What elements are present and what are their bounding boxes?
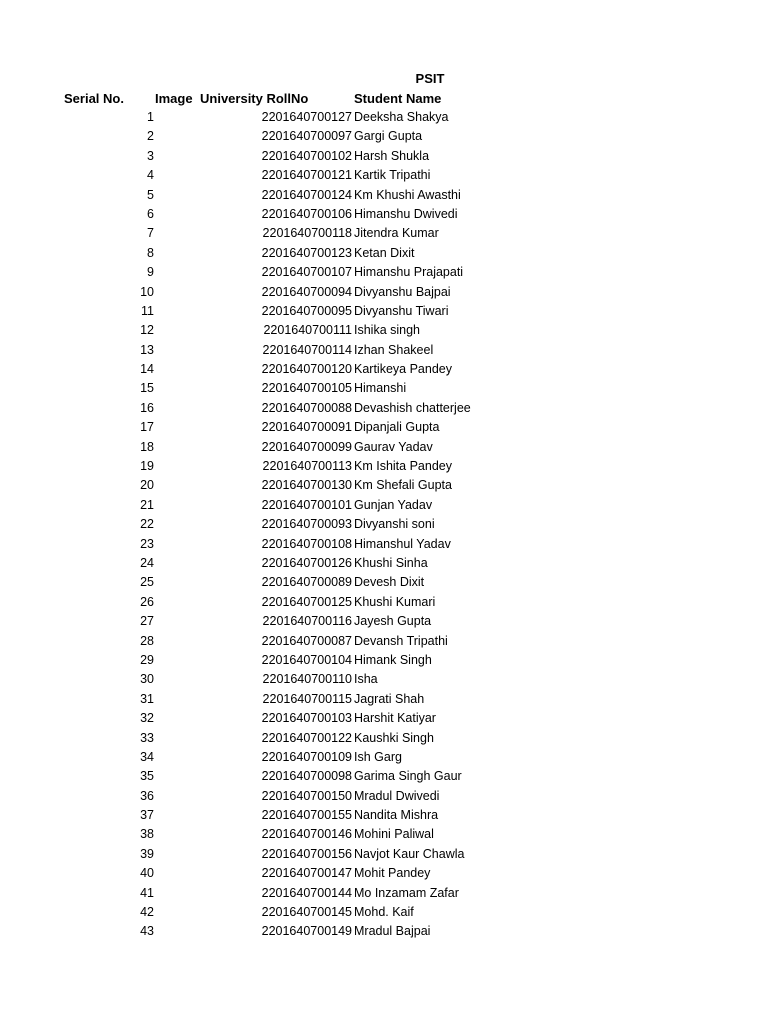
- cell-serial-no: 38: [140, 827, 154, 842]
- cell-university-rollno: 2201640700105: [261, 381, 352, 396]
- cell-university-rollno: 2201640700108: [261, 536, 352, 551]
- cell-serial-no: 35: [140, 769, 154, 784]
- cell-student-name: Mohd. Kaif: [354, 905, 414, 920]
- table-row: [0, 573, 768, 592]
- table-row: [0, 341, 768, 360]
- cell-university-rollno: 2201640700098: [261, 769, 352, 784]
- cell-university-rollno: 2201640700147: [261, 866, 352, 881]
- cell-serial-no: 9: [147, 265, 154, 280]
- cell-university-rollno: 2201640700145: [261, 905, 352, 920]
- cell-university-rollno: 2201640700121: [261, 168, 352, 183]
- cell-serial-no: 34: [140, 749, 154, 764]
- cell-university-rollno: 2201640700106: [261, 206, 352, 221]
- cell-serial-no: 6: [147, 206, 154, 221]
- cell-serial-no: 36: [140, 788, 154, 803]
- cell-university-rollno: 2201640700144: [261, 885, 352, 900]
- cell-serial-no: 13: [140, 342, 154, 357]
- cell-student-name: Kartikeya Pandey: [354, 362, 452, 377]
- cell-serial-no: 27: [140, 614, 154, 629]
- cell-student-name: Gaurav Yadav: [354, 439, 433, 454]
- cell-student-name: Izhan Shakeel: [354, 342, 434, 357]
- cell-university-rollno: 2201640700107: [261, 265, 352, 280]
- cell-serial-no: 3: [147, 148, 154, 163]
- table-row: [0, 612, 768, 631]
- header-university-rollno: University RollNo: [200, 91, 309, 106]
- cell-serial-no: 33: [140, 730, 154, 745]
- cell-student-name: Devansh Tripathi: [354, 633, 448, 648]
- cell-serial-no: 22: [140, 517, 154, 532]
- cell-university-rollno: 2201640700149: [261, 924, 352, 939]
- cell-student-name: Devashish chatterjee: [354, 400, 471, 415]
- cell-serial-no: 30: [140, 672, 154, 687]
- cell-student-name: Mohit Pandey: [354, 866, 431, 881]
- cell-serial-no: 5: [147, 187, 154, 202]
- table-row: [0, 535, 768, 554]
- cell-student-name: Jitendra Kumar: [354, 226, 439, 241]
- cell-student-name: Harsh Shukla: [354, 148, 430, 163]
- table-row: [0, 554, 768, 573]
- table-row: [0, 147, 768, 166]
- cell-student-name: Ish Garg: [354, 749, 402, 764]
- cell-student-name: Jagrati Shah: [354, 691, 425, 706]
- cell-student-name: Divyanshi soni: [354, 517, 435, 532]
- table-row: [0, 244, 768, 263]
- cell-serial-no: 40: [140, 866, 154, 881]
- table-row: [0, 787, 768, 806]
- cell-student-name: Khushi Kumari: [354, 594, 436, 609]
- cell-university-rollno: 2201640700110: [262, 672, 352, 687]
- cell-serial-no: 39: [140, 846, 154, 861]
- table-row: [0, 825, 768, 844]
- cell-university-rollno: 2201640700093: [261, 517, 352, 532]
- cell-university-rollno: 2201640700156: [261, 846, 352, 861]
- cell-serial-no: 28: [140, 633, 154, 648]
- table-row: [0, 457, 768, 476]
- table-row: [0, 845, 768, 864]
- table-row: [0, 806, 768, 825]
- cell-student-name: Navjot Kaur Chawla: [354, 846, 465, 861]
- table-row: [0, 224, 768, 243]
- cell-student-name: Isha: [354, 672, 378, 687]
- cell-university-rollno: 2201640700123: [261, 245, 352, 260]
- cell-serial-no: 19: [140, 459, 154, 474]
- cell-serial-no: 42: [140, 905, 154, 920]
- table-row: [0, 864, 768, 883]
- cell-student-name: Ishika singh: [354, 323, 421, 338]
- table-row: [0, 108, 768, 127]
- cell-student-name: Mradul Dwivedi: [354, 788, 440, 803]
- cell-university-rollno: 2201640700099: [261, 439, 352, 454]
- cell-university-rollno: 2201640700102: [261, 148, 352, 163]
- table-row: [0, 302, 768, 321]
- cell-university-rollno: 2201640700122: [261, 730, 352, 745]
- cell-student-name: Gargi Gupta: [354, 129, 423, 144]
- cell-student-name: Ketan Dixit: [354, 245, 415, 260]
- table-row: [0, 670, 768, 689]
- cell-student-name: Km Ishita Pandey: [354, 459, 452, 474]
- cell-student-name: Himanshul Yadav: [354, 536, 451, 551]
- cell-serial-no: 18: [140, 439, 154, 454]
- cell-serial-no: 14: [140, 362, 154, 377]
- cell-university-rollno: 2201640700094: [261, 284, 352, 299]
- cell-student-name: Himanshu Dwivedi: [354, 206, 458, 221]
- table-row: [0, 593, 768, 612]
- cell-university-rollno: 2201640700101: [261, 497, 352, 512]
- cell-student-name: Deeksha Shakya: [354, 110, 449, 124]
- cell-university-rollno: 2201640700126: [261, 555, 352, 570]
- cell-serial-no: 25: [140, 575, 154, 590]
- table-row: [0, 632, 768, 651]
- cell-university-rollno: 2201640700111: [263, 323, 352, 338]
- cell-serial-no: 17: [140, 420, 154, 435]
- table-row: [0, 748, 768, 767]
- cell-university-rollno: 2201640700120: [261, 362, 352, 377]
- cell-university-rollno: 2201640700115: [262, 691, 352, 706]
- cell-serial-no: 20: [140, 478, 154, 493]
- cell-university-rollno: 2201640700114: [262, 342, 352, 357]
- cell-university-rollno: 2201640700109: [261, 749, 352, 764]
- cell-student-name: Mo Inzamam Zafar: [354, 885, 459, 900]
- cell-serial-no: 2: [147, 129, 154, 144]
- cell-serial-no: 31: [140, 691, 154, 706]
- cell-serial-no: 16: [140, 400, 154, 415]
- header-student-name: Student Name: [354, 91, 442, 106]
- cell-student-name: Divyanshu Bajpai: [354, 284, 451, 299]
- cell-student-name: Kartik Tripathi: [354, 168, 431, 183]
- cell-university-rollno: 2201640700089: [261, 575, 352, 590]
- table-row: [0, 321, 768, 340]
- cell-student-name: Divyanshu Tiwari: [354, 303, 449, 318]
- table-row: [0, 186, 768, 205]
- cell-serial-no: 15: [140, 381, 154, 396]
- table-row: [0, 283, 768, 302]
- cell-student-name: Garima Singh Gaur: [354, 769, 462, 784]
- table-row: [0, 767, 768, 786]
- cell-serial-no: 11: [141, 303, 154, 318]
- cell-student-name: Harshit Katiyar: [354, 711, 436, 726]
- cell-student-name: Dipanjali Gupta: [354, 420, 440, 435]
- table-row: [0, 399, 768, 418]
- cell-student-name: Himanshu Prajapati: [354, 265, 464, 280]
- cell-university-rollno: 2201640700095: [261, 303, 352, 318]
- table-row: [0, 651, 768, 670]
- sheet-title: PSIT: [415, 71, 445, 86]
- table-row: [0, 127, 768, 146]
- table-row: [0, 379, 768, 398]
- cell-student-name: Jayesh Gupta: [354, 614, 432, 629]
- cell-university-rollno: 2201640700155: [261, 808, 352, 823]
- cell-university-rollno: 2201640700087: [261, 633, 352, 648]
- cell-university-rollno: 2201640700130: [261, 478, 352, 493]
- table-row: [0, 205, 768, 224]
- table-row: [0, 418, 768, 437]
- cell-student-name: Nandita Mishra: [354, 808, 439, 823]
- cell-serial-no: 41: [140, 885, 154, 900]
- cell-student-name: Gunjan Yadav: [354, 497, 433, 512]
- cell-university-rollno: 2201640700116: [262, 614, 352, 629]
- cell-serial-no: 26: [140, 594, 154, 609]
- table-row: [0, 922, 768, 941]
- cell-serial-no: 21: [140, 497, 154, 512]
- table-row: [0, 263, 768, 282]
- student-table-body: [0, 108, 768, 942]
- table-row: [0, 729, 768, 748]
- cell-serial-no: 10: [140, 284, 154, 299]
- table-row: [0, 690, 768, 709]
- cell-student-name: Mohini Paliwal: [354, 827, 434, 842]
- cell-student-name: Km Shefali Gupta: [354, 478, 452, 493]
- cell-university-rollno: 2201640700103: [261, 711, 352, 726]
- cell-university-rollno: 2201640700113: [262, 459, 352, 474]
- cell-university-rollno: 2201640700125: [261, 594, 352, 609]
- cell-serial-no: 32: [140, 711, 154, 726]
- cell-serial-no: 12: [140, 323, 154, 338]
- table-header: [0, 90, 768, 108]
- cell-serial-no: 24: [140, 555, 154, 570]
- table-row: [0, 438, 768, 457]
- cell-student-name: Himanshi: [354, 381, 407, 396]
- table-row: [0, 166, 768, 185]
- header-serial-no: Serial No.: [64, 91, 124, 106]
- cell-student-name: Kaushki Singh: [354, 730, 434, 745]
- cell-student-name: Khushi Sinha: [354, 555, 428, 570]
- cell-serial-no: 43: [140, 924, 154, 939]
- table-row: [0, 476, 768, 495]
- cell-university-rollno: 2201640700088: [261, 400, 352, 415]
- cell-serial-no: 1: [147, 110, 154, 124]
- cell-student-name: Devesh Dixit: [354, 575, 425, 590]
- cell-university-rollno: 2201640700127: [261, 110, 352, 124]
- cell-student-name: Himank Singh: [354, 652, 432, 667]
- cell-serial-no: 8: [147, 245, 154, 260]
- cell-serial-no: 29: [140, 652, 154, 667]
- table-row: [0, 360, 768, 379]
- table-row: [0, 903, 768, 922]
- table-row: [0, 496, 768, 515]
- cell-serial-no: 4: [147, 168, 154, 183]
- table-row: [0, 515, 768, 534]
- cell-student-name: Mradul Bajpai: [354, 924, 431, 939]
- cell-serial-no: 37: [140, 808, 154, 823]
- cell-university-rollno: 2201640700091: [261, 420, 352, 435]
- cell-university-rollno: 2201640700150: [261, 788, 352, 803]
- table-row: [0, 709, 768, 728]
- cell-university-rollno: 2201640700146: [261, 827, 352, 842]
- table-row: [0, 884, 768, 903]
- cell-university-rollno: 2201640700124: [261, 187, 352, 202]
- cell-university-rollno: 2201640700097: [261, 129, 352, 144]
- cell-student-name: Km Khushi Awasthi: [354, 187, 461, 202]
- cell-serial-no: 7: [147, 226, 154, 241]
- cell-university-rollno: 2201640700104: [261, 652, 352, 667]
- header-image: Image: [155, 91, 193, 106]
- cell-university-rollno: 2201640700118: [262, 226, 352, 241]
- cell-serial-no: 23: [140, 536, 154, 551]
